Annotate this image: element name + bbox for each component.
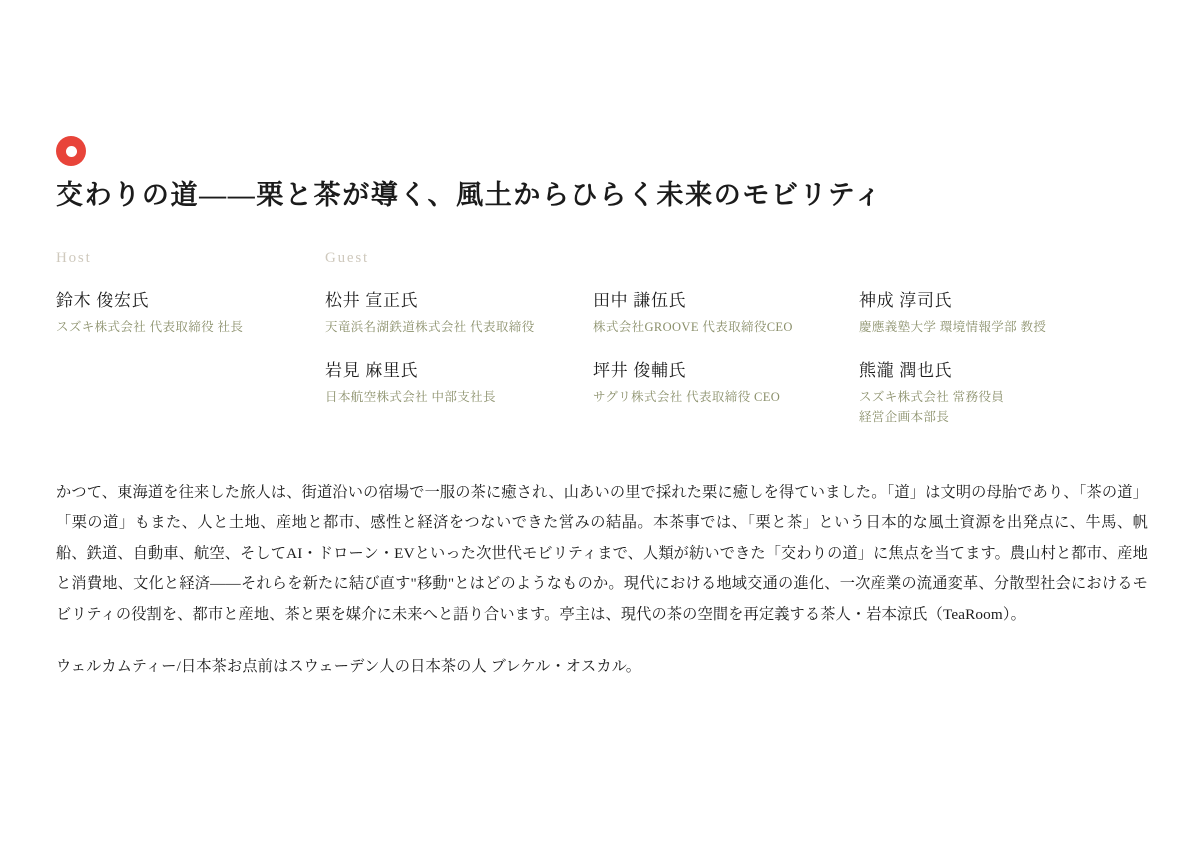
description-paragraph-2: ウェルカムティー/日本茶お点前はスウェーデン人の日本茶の人 ブレケル・オスカル。 [56, 658, 642, 676]
person-affiliation: サグリ株式会社 代表取締役 CEO [593, 389, 781, 404]
brand-logo-icon [56, 136, 86, 166]
person-guest-3 [325, 358, 496, 407]
page-title: 交わりの道——栗と茶が導く、風土からひらく未来のモビリティ [56, 180, 883, 210]
person-affiliation: 慶應義塾大学 環境情報学部 教授 [859, 319, 1047, 334]
description-paragraph-1: かつて、東海道を往来した旅人は、街道沿いの宿場で一服の茶に癒され、山あいの里で採れた栗に癒しを得ていました。「道」は文明の母胎であり、「茶の道」「栗の道」もまた、人と土地、産地と都市、感性と経済をつないできた営みの結晶。本茶事では、「栗と茶」という日本的な風土資源を出発点に、牛馬、帆船、鉄道、自動車、航空、そしてAI・ドローン・EVといった次世代モビリティまで、人類が紡いできた「交わりの道」に焦点を当てます。農山村と都市、産地と消費地、文化と経済——それらを新たに結び直す"移動"とはどのようなものか。現代における地域交通の進化、一次産業の流通変革、分散型社会におけるモビリティの役割を、都市と産地、茶と栗を媒介に未来へと語り合います。亭主は、現代の茶の空間を再定義する茶人・岩本涼氏（TeaRoom）。 [56, 484, 1148, 623]
person-host-0 [56, 288, 243, 337]
guest-label: Guest [325, 250, 369, 266]
person-name: 松井 宣正氏 [325, 291, 419, 310]
person-name: 坪井 俊輔氏 [593, 361, 687, 380]
person-name: 神成 淳司氏 [859, 291, 953, 310]
participants-section [56, 250, 1146, 424]
person-guest-5 [859, 358, 1004, 427]
person-guest-2 [859, 288, 1046, 337]
role-label-row [56, 250, 1146, 280]
person-name: 熊瀧 潤也氏 [859, 361, 953, 380]
description-section [56, 478, 1148, 682]
person-affiliation-line2: 経営企画本部長 [859, 409, 950, 424]
person-name: 田中 謙伍氏 [593, 291, 687, 310]
person-name: 岩見 麻里氏 [325, 361, 419, 380]
person-affiliation: 日本航空株式会社 中部支社長 [325, 389, 496, 404]
person-affiliation: 株式会社GROOVE 代表取締役CEO [593, 319, 793, 334]
person-guest-0 [325, 288, 535, 337]
person-affiliation: スズキ株式会社 代表取締役 社長 [56, 319, 244, 334]
person-affiliation: スズキ株式会社 常務役員 [859, 389, 1005, 404]
host-label: Host [56, 250, 92, 266]
person-name: 鈴木 俊宏氏 [56, 291, 150, 310]
person-guest-4 [593, 358, 780, 407]
brand-logo-inner-dot-icon [66, 146, 77, 157]
person-affiliation: 天竜浜名湖鉄道株式会社 代表取締役 [325, 319, 535, 334]
person-guest-1 [593, 288, 793, 337]
